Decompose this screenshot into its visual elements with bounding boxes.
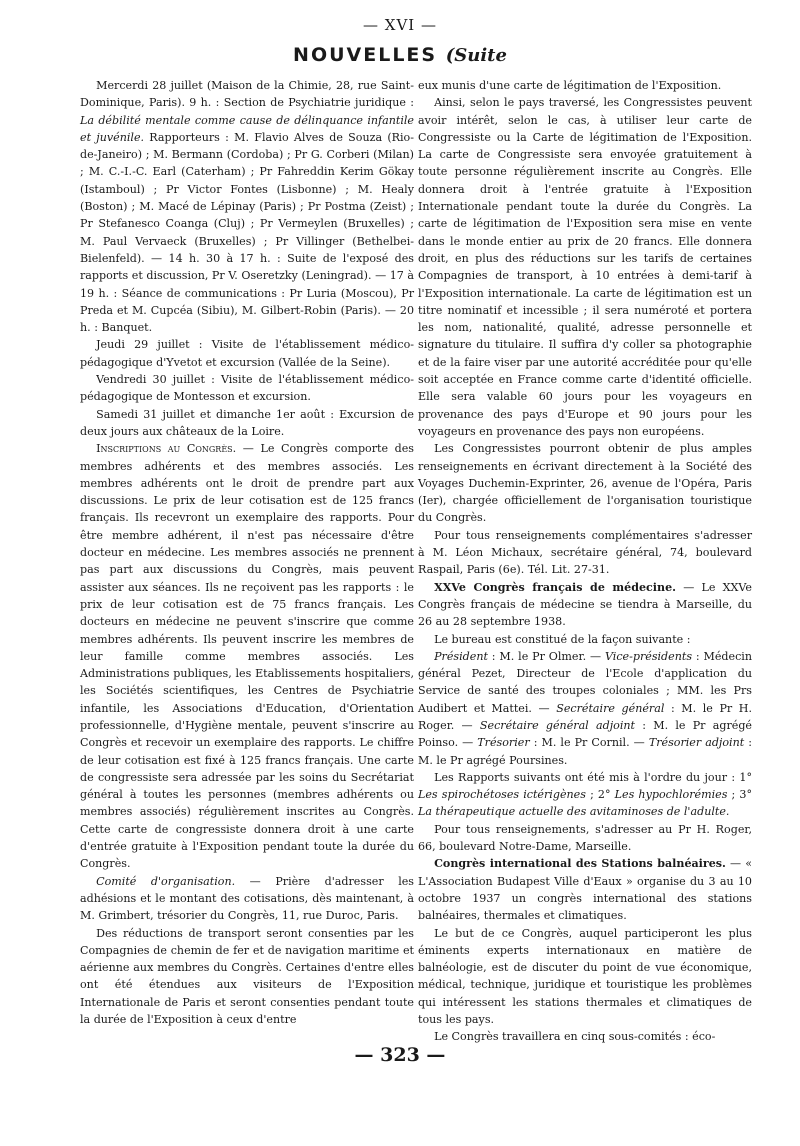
schedule-friday: Vendredi 30 juillet : Visite de l'établissement médico-pédagogique de Montesson et excursion. [80, 373, 414, 404]
travel-agency-paragraph: Les Congressistes pourront obtenir de plus amples renseignements en écrivant directement à la Société des Voyages Duchemin-Exprinter, 26, avenue de l'Opéra, Paris (Ier), chargée officiellement de l'organisation touristique du Congrès. [418, 442, 752, 525]
spa-committees-paragraph: Le Congrès travaillera en cinq sous-comités : éco- [434, 1030, 716, 1044]
bureau-intro: Le bureau est constitué de la façon suivante : [434, 632, 691, 646]
page-number: — 323 — [354, 1044, 446, 1066]
contact-paragraph: Pour tous renseignements complémentaires s'adresser à M. Léon Michaux, secrétaire général, 74, boulevard Raspail, Paris (6e). Tél. Lit. 27-31. [418, 528, 752, 577]
card-paragraph: Ainsi, selon le pays traversé, les Congressistes peuvent avoir intérêt, selon le cas, à utiliser leur carte de Congressiste ou la Carte de légitimation de l'Exposition. La carte de Congressiste sera envoyée gratuitement à toute personne régulièrement inscrite au Congrès. Elle donnera droit à l'entrée gratuite à l'Exposition Internationale pendant toute la durée du Congrès. La carte de légitimation de l'Exposition sera mise en vente dans le monde entier au prix de 20 francs. Elle donnera droit, en plus des réductions sur les tarifs de certaines Compagnies de transport, à 10 entrées à demi-tarif à l'Exposition internationale. La carte de légitimation est un titre nominatif et incessible ; il sera numéroté et portera les nom, nationalité, qualité, adresse personnelle et signature du titulaire. Il suffira d'y coller sa photographie et de la faire viser par une autorité accréditée pour qu'elle soit acceptée en France comme carte d'identité officielle. Elle sera valable 60 jours pour les voyageurs en provenance des pays d'Europe et 90 jours pour les voyageurs en provenance des pays non européens. [418, 96, 752, 438]
schedule-wednesday: Mercerdi 28 juillet (Maison de la Chimie, 28, rue Saint-Dominique, Paris). 9 h. : Section de Psychiatrie juridique : La débilité mentale comme cause de délinquance infantile et juvénile. Rapporteurs : M. Flavio Alves de Souza (Rio-de-Janeiro) ; M. Bermann (Cordoba) ; Pr G. Corberi (Milan) ; M. C.-I.-C. Earl (Caterham) ; Pr Fahreddin Kerim Gökay (Istamboul) ; Pr Victor Fontes (Lisbonne) ; M. Healy (Boston) ; M. Macé de Lépinay (Paris) ; Pr Postma (Zeist) ; Pr Stefanesco Coanga (Cluj) ; Pr Vermeylen (Bruxelles) ; M. Paul Vervaeck (Bruxelles) ; Pr Villinger (Bethelbei-Bielenfeld). — 14 h. 30 à 17 h. : Suite de l'exposé des rapports et discussion, Pr V. Oseretzky (Leningrad). — 17 à 19 h. : Séance de communications : Pr Luria (Moscou), Pr Preda et M. Cupcéa (Sibiu), M. Gilbert-Robin (Paris). — 20 h. : Banquet. [80, 79, 414, 335]
section-title-text: NOUVELLES [293, 44, 438, 66]
medicine-congress-heading: XXVe Congrès français de médecine. [434, 580, 676, 594]
registration-heading: Inscriptions au Congrès. [96, 442, 237, 456]
section-title [0, 44, 800, 66]
spa-congress-paragraph: Congrès international des Stations balnéaires. — « L'Association Budapest Ville d'Eaux » organise du 3 au 10 octobre 1937 un congrès international des stations balnéaires, thermales et climatiques. [418, 857, 752, 923]
medicine-congress-paragraph: XXVe Congrès français de médecine. — Le XXVe Congrès français de médecine se tiendra à Marseille, du 26 au 28 septembre 1938. [418, 580, 752, 629]
organizing-committee-paragraph: Comité d'organisation. — Prière d'adresser les adhésions et le montant des cotisations, dès maintenant, à M. Grimbert, trésorier du Congrès, 11, rue Duroc, Paris. [80, 874, 414, 923]
transport-paragraph: Des réductions de transport seront consenties par les Compagnies de chemin de fer et de navigation maritime et aérienne aux membres du Congrès. Certaines d'entre elles ont été étendues aux visiteurs de l'Exposition Internationale de Paris et seront consenties pendant toute la durée de l'Exposition à ceux d'entre [80, 926, 414, 1027]
running-section-number: — XVI — [363, 16, 437, 34]
registration-paragraph: Inscriptions au Congrès. — Le Congrès comporte des membres adhérents et des membres associés. Les membres adhérents ont le droit de prendre part aux discussions. Le prix de leur cotisation est de 125 francs français. Ils recevront un exemplaire des rapports. Pour être membre adhérent, il n'est pas nécessaire d'être docteur en médecine. Les membres associés ne prennent pas part aux discussions du Congrès, mais peuvent assister aux séances. Ils ne reçoivent pas les rapports : le prix de leur cotisation est de 75 francs français. Les docteurs en médecine ne peuvent s'inscrire que comme membres adhérents. Ils peuvent inscrire les membres de leur famille comme membres associés. Les Administrations publiques, les Etablissements hospitaliers, les Sociétés scientifiques, les Centres de Psychiatrie infantile, les Associations d'Education, d'Orientation professionnelle, d'Hygiène mentale, peuvent s'inscrire au Congrès et recevoir un exemplaire des rapports. Le chiffre de leur cotisation est fixé à 125 francs français. Une carte de congressiste sera adressée par les soins du Secrétariat général à toutes les personnes (membres adhérents ou membres associés) régulièrement inscrites au Congrès. Cette carte de congressiste donnera droit à une carte d'entrée gratuite à l'Exposition pendant toute la durée du Congrès. [80, 442, 415, 871]
organizing-committee-heading: Comité d'organisation. [96, 874, 236, 888]
spa-goal-paragraph: Le but de ce Congrès, auquel participeront les plus éminents experts internationaux en matière de balnéologie, est de discuter du point de vue économique, médical, technique, juridique et touristique les problèmes qui intéressent les stations thermales et climatiques de tous les pays. [418, 926, 752, 1027]
left-column [80, 77, 414, 1028]
schedule-weekend: Samedi 31 juillet et dimanche 1er août : Excursion de deux jours aux châteaux de la Loire. [80, 407, 414, 438]
roger-contact-paragraph: Pour tous renseignements, s'adresser au Pr H. Roger, 66, boulevard Notre-Dame, Marseille. [418, 822, 752, 854]
schedule-thursday: Jeudi 29 juillet : Visite de l'établissement médico-pédagogique d'Yvetot et excursion (Vallée de la Seine). [80, 338, 414, 369]
bureau-members: Président : M. le Pr Olmer. — Vice-présidents : Médecin général Pezet, Directeur de l'Ecole d'application du Service de santé des troupes coloniales ; MM. les Prs Audibert et Mattei. — Secrétaire général : M. le Pr H. Roger. — Secrétaire général adjoint : M. le Pr agrégé Poinso. — Trésorier : M. le Pr Cornil. — Trésorier adjoint : M. le Pr agrégé Poursines. [418, 649, 753, 767]
spa-congress-heading: Congrès international des Stations balnéaires. [434, 857, 726, 871]
reports-paragraph: Les Rapports suivants ont été mis à l'ordre du jour : 1° Les spirochétoses ictérigènes ; 2° Les hypochlorémies ; 3° La thérapeutique actuelle des avitaminoses de l'adulte. [418, 770, 753, 819]
legitimation-continued: eux munis d'une carte de légitimation de l'Exposition. [418, 79, 722, 92]
right-column [418, 77, 752, 1046]
section-title-suite: (Suite [445, 45, 507, 66]
